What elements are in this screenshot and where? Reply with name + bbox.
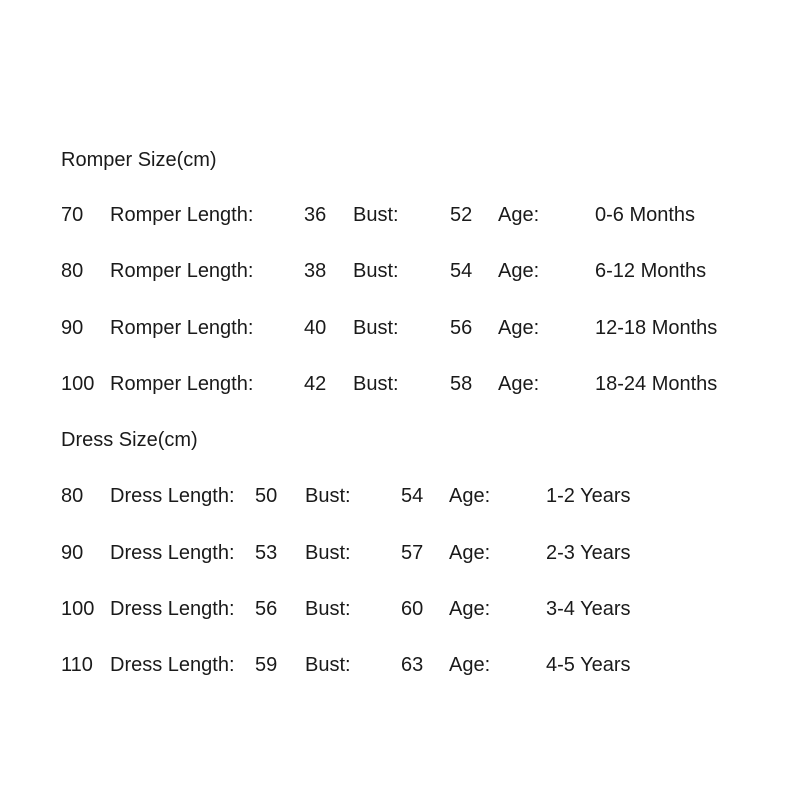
bust-value: 54	[450, 260, 473, 282]
bust-label: Bust:	[353, 317, 399, 339]
length-value: 53	[255, 542, 278, 564]
age-value: 3-4 Years	[546, 598, 631, 620]
dress-size-row	[0, 653, 800, 677]
length-value: 50	[255, 485, 278, 507]
length-value: 42	[304, 373, 327, 395]
bust-value: 63	[401, 654, 424, 676]
bust-label: Bust:	[353, 260, 399, 282]
length-label: Romper Length:	[110, 317, 254, 339]
age-label: Age:	[449, 598, 491, 620]
bust-value: 60	[401, 598, 424, 620]
size-value: 110	[61, 654, 93, 676]
dress-size-row	[0, 597, 800, 621]
length-value: 56	[255, 598, 278, 620]
age-value: 6-12 Months	[595, 260, 707, 282]
length-value: 36	[304, 204, 327, 226]
bust-label: Bust:	[353, 204, 399, 226]
length-label: Dress Length:	[110, 485, 235, 507]
age-value: 0-6 Months	[595, 204, 696, 226]
size-value: 90	[61, 542, 84, 564]
age-value: 1-2 Years	[546, 485, 631, 507]
age-value: 18-24 Months	[595, 373, 718, 395]
bust-value: 52	[450, 204, 473, 226]
bust-label: Bust:	[305, 598, 351, 620]
age-label: Age:	[449, 654, 491, 676]
bust-value: 54	[401, 485, 424, 507]
length-value: 38	[304, 260, 327, 282]
age-value: 2-3 Years	[546, 542, 631, 564]
size-value: 100	[61, 373, 95, 395]
age-label: Age:	[449, 542, 491, 564]
length-label: Dress Length:	[110, 598, 235, 620]
bust-value: 57	[401, 542, 424, 564]
age-value: 4-5 Years	[546, 654, 631, 676]
length-label: Dress Length:	[110, 654, 235, 676]
age-label: Age:	[498, 317, 540, 339]
size-value: 80	[61, 260, 84, 282]
bust-label: Bust:	[305, 654, 351, 676]
age-value: 12-18 Months	[595, 317, 718, 339]
bust-label: Bust:	[305, 542, 351, 564]
age-label: Age:	[498, 373, 540, 395]
age-label: Age:	[498, 260, 540, 282]
size-value: 70	[61, 204, 84, 226]
length-label: Romper Length:	[110, 373, 254, 395]
bust-label: Bust:	[353, 373, 399, 395]
romper-size-heading: Romper Size(cm)	[61, 149, 217, 171]
size-value: 90	[61, 317, 84, 339]
length-label: Romper Length:	[110, 204, 254, 226]
size-value: 100	[61, 598, 95, 620]
dress-size-heading: Dress Size(cm)	[61, 429, 198, 451]
dress-size-row	[0, 541, 800, 565]
romper-size-row	[0, 203, 800, 227]
bust-value: 58	[450, 373, 473, 395]
romper-size-row	[0, 372, 800, 396]
age-label: Age:	[498, 204, 540, 226]
romper-size-row	[0, 259, 800, 283]
length-value: 59	[255, 654, 278, 676]
bust-value: 56	[450, 317, 473, 339]
length-label: Dress Length:	[110, 542, 235, 564]
bust-label: Bust:	[305, 485, 351, 507]
length-label: Romper Length:	[110, 260, 254, 282]
size-value: 80	[61, 485, 84, 507]
romper-size-row	[0, 316, 800, 340]
dress-size-row	[0, 484, 800, 508]
age-label: Age:	[449, 485, 491, 507]
length-value: 40	[304, 317, 327, 339]
